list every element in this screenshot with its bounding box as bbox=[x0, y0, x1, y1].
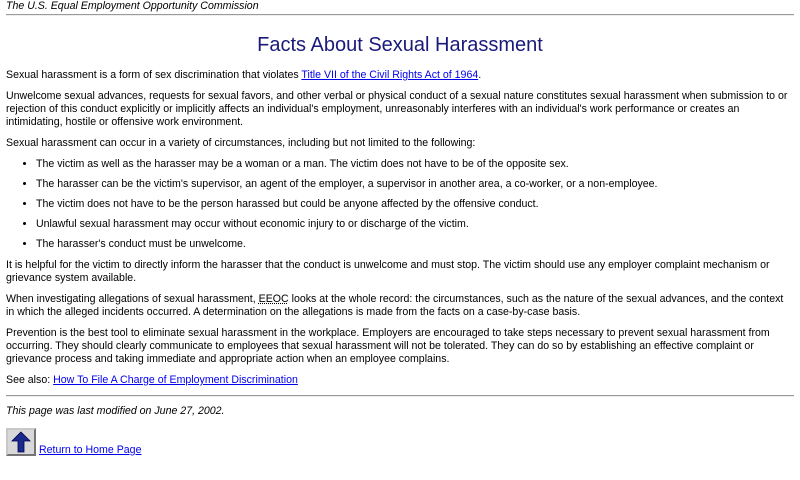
see-also-label: See also: bbox=[6, 374, 54, 386]
list-item: • The harasser can be the victim's supervisor, an agent of the employer, a supervisor in another area, a co-worker, or a non-employee. bbox=[36, 178, 794, 191]
last-modified: This page was last modified on June 27, 2002. bbox=[6, 405, 225, 417]
up-arrow-glyph bbox=[11, 431, 31, 453]
intro-paragraph bbox=[6, 69, 794, 82]
investigating-paragraph bbox=[6, 293, 794, 319]
circumstances-list bbox=[6, 158, 794, 251]
see-also bbox=[6, 374, 794, 387]
intro-text: Sexual harassment is a form of sex discrimination that violates bbox=[6, 69, 302, 81]
eeoc-abbr: EEOC bbox=[258, 293, 289, 305]
footer-divider bbox=[6, 395, 794, 397]
list-item: • Unlawful sexual harassment may occur without economic injury to or discharge of the victim. bbox=[36, 218, 794, 231]
up-arrow-icon[interactable] bbox=[6, 428, 36, 456]
page-title: Facts About Sexual Harassment bbox=[257, 34, 543, 56]
home-link[interactable]: Return to Home Page bbox=[39, 444, 142, 456]
home-nav bbox=[6, 428, 794, 456]
inform-paragraph: It is helpful for the victim to directly inform the harasser that the conduct is unwelcome and must stop. The victim should use any employer complaint mechanism or grievance system available. bbox=[6, 259, 770, 284]
intro-end: . bbox=[478, 69, 482, 81]
agency-name: The U.S. Equal Employment Opportunity Commission bbox=[6, 0, 259, 12]
list-item: • The victim does not have to be the person harassed but could be anyone affected by the offensive conduct. bbox=[36, 198, 794, 211]
investigating-rest: looks at the whole record: the circumstances, such as the nature of the sexual advances, and the context in which the alleged incidents occurred. A determination on the allegations is made from the facts on a case-by-case basis. bbox=[6, 293, 784, 318]
unwelcome-paragraph: Unwelcome sexual advances, requests for sexual favors, and other verbal or physical conduct of a sexual nature constitutes sexual harassment when submission to or rejection of this conduct explicitly or implicitly affects an individual's employment, unreasonably interferes with an individual's work performance or creates an intimidating, hostile or offensive work environment. bbox=[6, 90, 788, 128]
investigating-text: When investigating allegations of sexual harassment, bbox=[6, 293, 259, 305]
circumstances-intro: Sexual harassment can occur in a variety of circumstances, including but not limited to the following: bbox=[6, 137, 476, 149]
title-vii-link[interactable]: Title VII of the Civil Rights Act of 1964 bbox=[301, 69, 479, 81]
list-item: • The victim as well as the harasser may be a woman or a man. The victim does not have to be of the opposite sex. bbox=[36, 158, 794, 171]
list-item: • The harasser's conduct must be unwelcome. bbox=[36, 238, 794, 251]
prevention-paragraph: Prevention is the best tool to eliminate sexual harassment in the workplace. Employers are encouraged to take steps necessary to prevent sexual harassment from occurring. They should clearly communicate to employees that sexual harassment will not be tolerated. They can do so by establishing an effective complaint or grievance process and taking immediate and appropriate action when an employee complains. bbox=[6, 327, 770, 365]
header-divider bbox=[6, 14, 794, 16]
file-charge-link[interactable]: How To File A Charge of Employment Discrimination bbox=[53, 374, 298, 386]
